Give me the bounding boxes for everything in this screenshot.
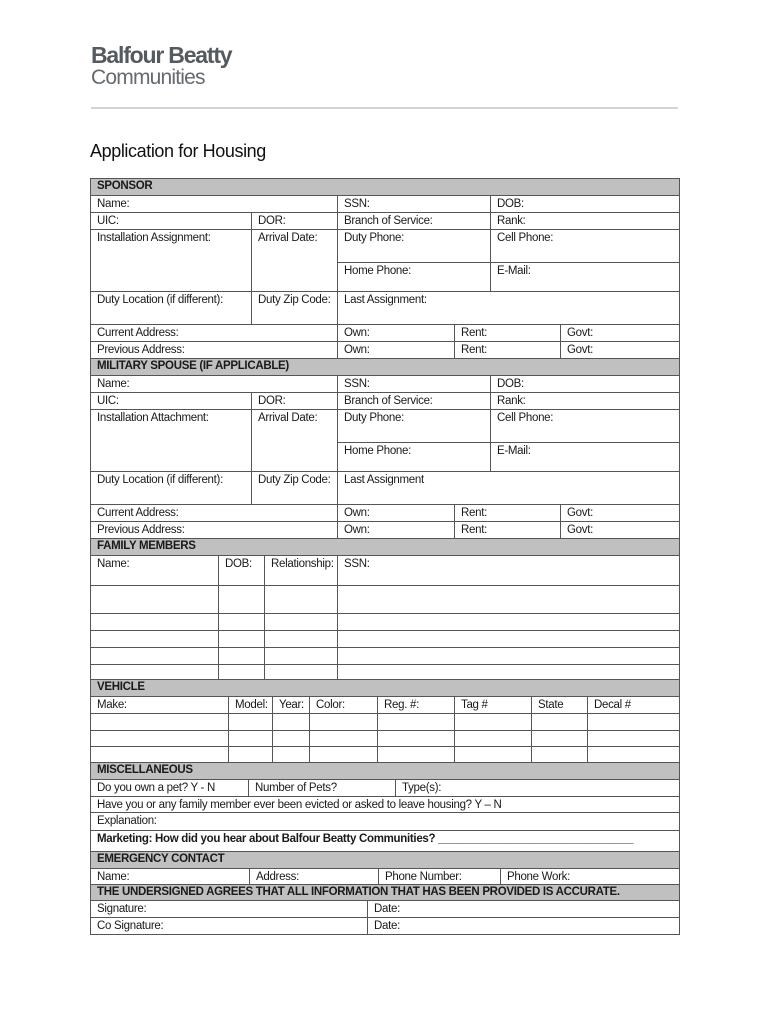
misc-num_pets-field[interactable]: Number of Pets? (248, 779, 396, 797)
spouse-section-header: MILITARY SPOUSE (IF APPLICABLE) (90, 358, 680, 376)
sponsor-section-header: SPONSOR (90, 178, 680, 196)
family-member-cell[interactable] (264, 647, 338, 665)
vehicle-cell[interactable] (377, 713, 455, 731)
sponsor-dor-field[interactable]: DOR: (251, 212, 338, 230)
signature-date-field[interactable]: Date: (367, 900, 680, 918)
spouse-ssn-field[interactable]: SSN: (337, 375, 491, 393)
emergency-phone_work-field[interactable]: Phone Work: (500, 868, 680, 885)
vehicle-cell[interactable] (531, 730, 588, 747)
spouse-own-field[interactable]: Own: (337, 521, 455, 539)
family-member-cell[interactable] (337, 585, 680, 614)
sponsor-own-field[interactable]: Own: (337, 324, 455, 342)
sponsor-ssn-field[interactable]: SSN: (337, 195, 491, 213)
family-ssn-field[interactable]: SSN: (337, 555, 680, 586)
vehicle-cell[interactable] (272, 746, 310, 763)
vehicle-cell[interactable] (377, 730, 455, 747)
sponsor-rent-field[interactable]: Rent: (454, 324, 561, 342)
vehicle-year-field[interactable]: Year: (272, 696, 310, 714)
spouse-installation-field[interactable]: Installation Attachment: (90, 409, 252, 472)
sponsor-name-field[interactable]: Name: (90, 195, 338, 213)
signature-co_signature-field[interactable]: Co Signature: (90, 917, 368, 935)
logo-communities: Communities (91, 66, 205, 89)
sponsor-uic-field[interactable]: UIC: (90, 212, 252, 230)
vehicle-cell[interactable] (228, 746, 273, 763)
misc-section-header: MISCELLANEOUS (90, 762, 680, 780)
family-member-cell[interactable] (218, 647, 265, 665)
header-divider (91, 107, 678, 109)
spouse-duty_phone-field[interactable]: Duty Phone: (337, 409, 491, 443)
signature-signature-field[interactable]: Signature: (90, 900, 368, 918)
vehicle-reg-field[interactable]: Reg. #: (377, 696, 455, 714)
misc-pet-field[interactable]: Do you own a pet? Y - N (90, 779, 249, 797)
family-dob-field[interactable]: DOB: (218, 555, 265, 586)
vehicle-decal-field[interactable]: Decal # (587, 696, 680, 714)
vehicle-state-field[interactable]: State (531, 696, 588, 714)
misc-marketing-field[interactable]: Marketing: How did you hear about Balfour Beatty Communities? ________________________________ (90, 830, 680, 852)
misc-evicted-field[interactable]: Have you or any family member ever been evicted or asked to leave housing? Y – N (90, 796, 680, 813)
sponsor-duty_location-field[interactable]: Duty Location (if different): (90, 291, 252, 325)
family-relationship-field[interactable]: Relationship: (264, 555, 338, 586)
family-member-cell[interactable] (337, 664, 680, 680)
spouse-home_phone-field[interactable]: Home Phone: (337, 442, 491, 472)
spouse-cell_phone-field[interactable]: Cell Phone: (490, 409, 680, 443)
spouse-duty_location-field[interactable]: Duty Location (if different): (90, 471, 252, 505)
vehicle-cell[interactable] (587, 730, 680, 747)
family-member-cell[interactable] (90, 585, 219, 614)
family-member-cell[interactable] (264, 664, 338, 680)
vehicle-cell[interactable] (90, 713, 229, 731)
vehicle-cell[interactable] (309, 713, 378, 731)
vehicle-cell[interactable] (377, 746, 455, 763)
vehicle-section-header: VEHICLE (90, 679, 680, 697)
vehicle-cell[interactable] (454, 713, 532, 731)
vehicle-cell[interactable] (531, 713, 588, 731)
sponsor-duty_phone-field[interactable]: Duty Phone: (337, 229, 491, 263)
vehicle-cell[interactable] (228, 713, 273, 731)
vehicle-cell[interactable] (272, 713, 310, 731)
spouse-govt-field[interactable]: Govt: (560, 521, 680, 539)
signature-co_date-field[interactable]: Date: (367, 917, 680, 935)
family-member-cell[interactable] (218, 664, 265, 680)
misc-explanation-field[interactable]: Explanation: (90, 812, 680, 831)
emergency-address-field[interactable]: Address: (249, 868, 379, 885)
vehicle-cell[interactable] (587, 746, 680, 763)
sponsor-govt-field[interactable]: Govt: (560, 341, 680, 359)
vehicle-cell[interactable] (454, 746, 532, 763)
vehicle-cell[interactable] (90, 730, 229, 747)
emergency-phone_number-field[interactable]: Phone Number: (378, 868, 501, 885)
spouse-uic-field[interactable]: UIC: (90, 392, 252, 410)
spouse-branch-field[interactable]: Branch of Service: (337, 392, 491, 410)
vehicle-cell[interactable] (90, 746, 229, 763)
spouse-name-field[interactable]: Name: (90, 375, 338, 393)
spouse-rent-field[interactable]: Rent: (454, 504, 561, 522)
family-member-cell[interactable] (264, 585, 338, 614)
vehicle-tag-field[interactable]: Tag # (454, 696, 532, 714)
sponsor-dob-field[interactable]: DOB: (490, 195, 680, 213)
family-member-cell[interactable] (218, 613, 265, 631)
spouse-previous_address-field[interactable]: Previous Address: (90, 521, 338, 539)
spouse-duty_zip-field[interactable]: Duty Zip Code: (251, 471, 338, 505)
sponsor-home_phone-field[interactable]: Home Phone: (337, 262, 491, 292)
family-member-cell[interactable] (90, 630, 219, 648)
family-member-cell[interactable] (218, 630, 265, 648)
misc-types-field[interactable]: Type(s): (395, 779, 680, 797)
sponsor-last_assignment-field[interactable]: Last Assignment: (337, 291, 680, 325)
sponsor-previous_address-field[interactable]: Previous Address: (90, 341, 338, 359)
sponsor-own-field[interactable]: Own: (337, 341, 455, 359)
sponsor-rent-field[interactable]: Rent: (454, 341, 561, 359)
spouse-rank-field[interactable]: Rank: (490, 392, 680, 410)
vehicle-cell[interactable] (309, 730, 378, 747)
signature-section-header: THE UNDERSIGNED AGREES THAT ALL INFORMATION THAT HAS BEEN PROVIDED IS ACCURATE. (90, 884, 680, 901)
family-member-cell[interactable] (90, 613, 219, 631)
spouse-rent-field[interactable]: Rent: (454, 521, 561, 539)
logo-balfour-beatty: Balfour Beatty (91, 42, 232, 68)
sponsor-email-field[interactable]: E-Mail: (490, 262, 680, 292)
sponsor-duty_zip-field[interactable]: Duty Zip Code: (251, 291, 338, 325)
vehicle-cell[interactable] (272, 730, 310, 747)
family-member-cell[interactable] (264, 630, 338, 648)
sponsor-govt-field[interactable]: Govt: (560, 324, 680, 342)
sponsor-arrival-field[interactable]: Arrival Date: (251, 229, 338, 292)
emergency-section-header: EMERGENCY CONTACT (90, 851, 680, 869)
spouse-govt-field[interactable]: Govt: (560, 504, 680, 522)
sponsor-branch-field[interactable]: Branch of Service: (337, 212, 491, 230)
spouse-current_address-field[interactable]: Current Address: (90, 504, 338, 522)
vehicle-make-field[interactable]: Make: (90, 696, 229, 714)
sponsor-current_address-field[interactable]: Current Address: (90, 324, 338, 342)
sponsor-cell_phone-field[interactable]: Cell Phone: (490, 229, 680, 263)
vehicle-cell[interactable] (531, 746, 588, 763)
family-name-field[interactable]: Name: (90, 555, 219, 586)
spouse-last_assignment-field[interactable]: Last Assignment (337, 471, 680, 505)
vehicle-cell[interactable] (309, 746, 378, 763)
family-member-cell[interactable] (337, 613, 680, 631)
spouse-dob-field[interactable]: DOB: (490, 375, 680, 393)
family-member-cell[interactable] (90, 664, 219, 680)
page-title: Application for Housing (90, 141, 266, 161)
emergency-name-field[interactable]: Name: (90, 868, 250, 885)
family-member-cell[interactable] (218, 585, 265, 614)
spouse-dor-field[interactable]: DOR: (251, 392, 338, 410)
family-member-cell[interactable] (90, 647, 219, 665)
sponsor-rank-field[interactable]: Rank: (490, 212, 680, 230)
family-section-header: FAMILY MEMBERS (90, 538, 680, 556)
family-member-cell[interactable] (337, 647, 680, 665)
vehicle-color-field[interactable]: Color: (309, 696, 378, 714)
vehicle-model-field[interactable]: Model: (228, 696, 273, 714)
spouse-arrival-field[interactable]: Arrival Date: (251, 409, 338, 472)
sponsor-installation-field[interactable]: Installation Assignment: (90, 229, 252, 292)
vehicle-cell[interactable] (587, 713, 680, 731)
spouse-email-field[interactable]: E-Mail: (490, 442, 680, 472)
family-member-cell[interactable] (264, 613, 338, 631)
family-member-cell[interactable] (337, 630, 680, 648)
spouse-own-field[interactable]: Own: (337, 504, 455, 522)
vehicle-cell[interactable] (228, 730, 273, 747)
vehicle-cell[interactable] (454, 730, 532, 747)
